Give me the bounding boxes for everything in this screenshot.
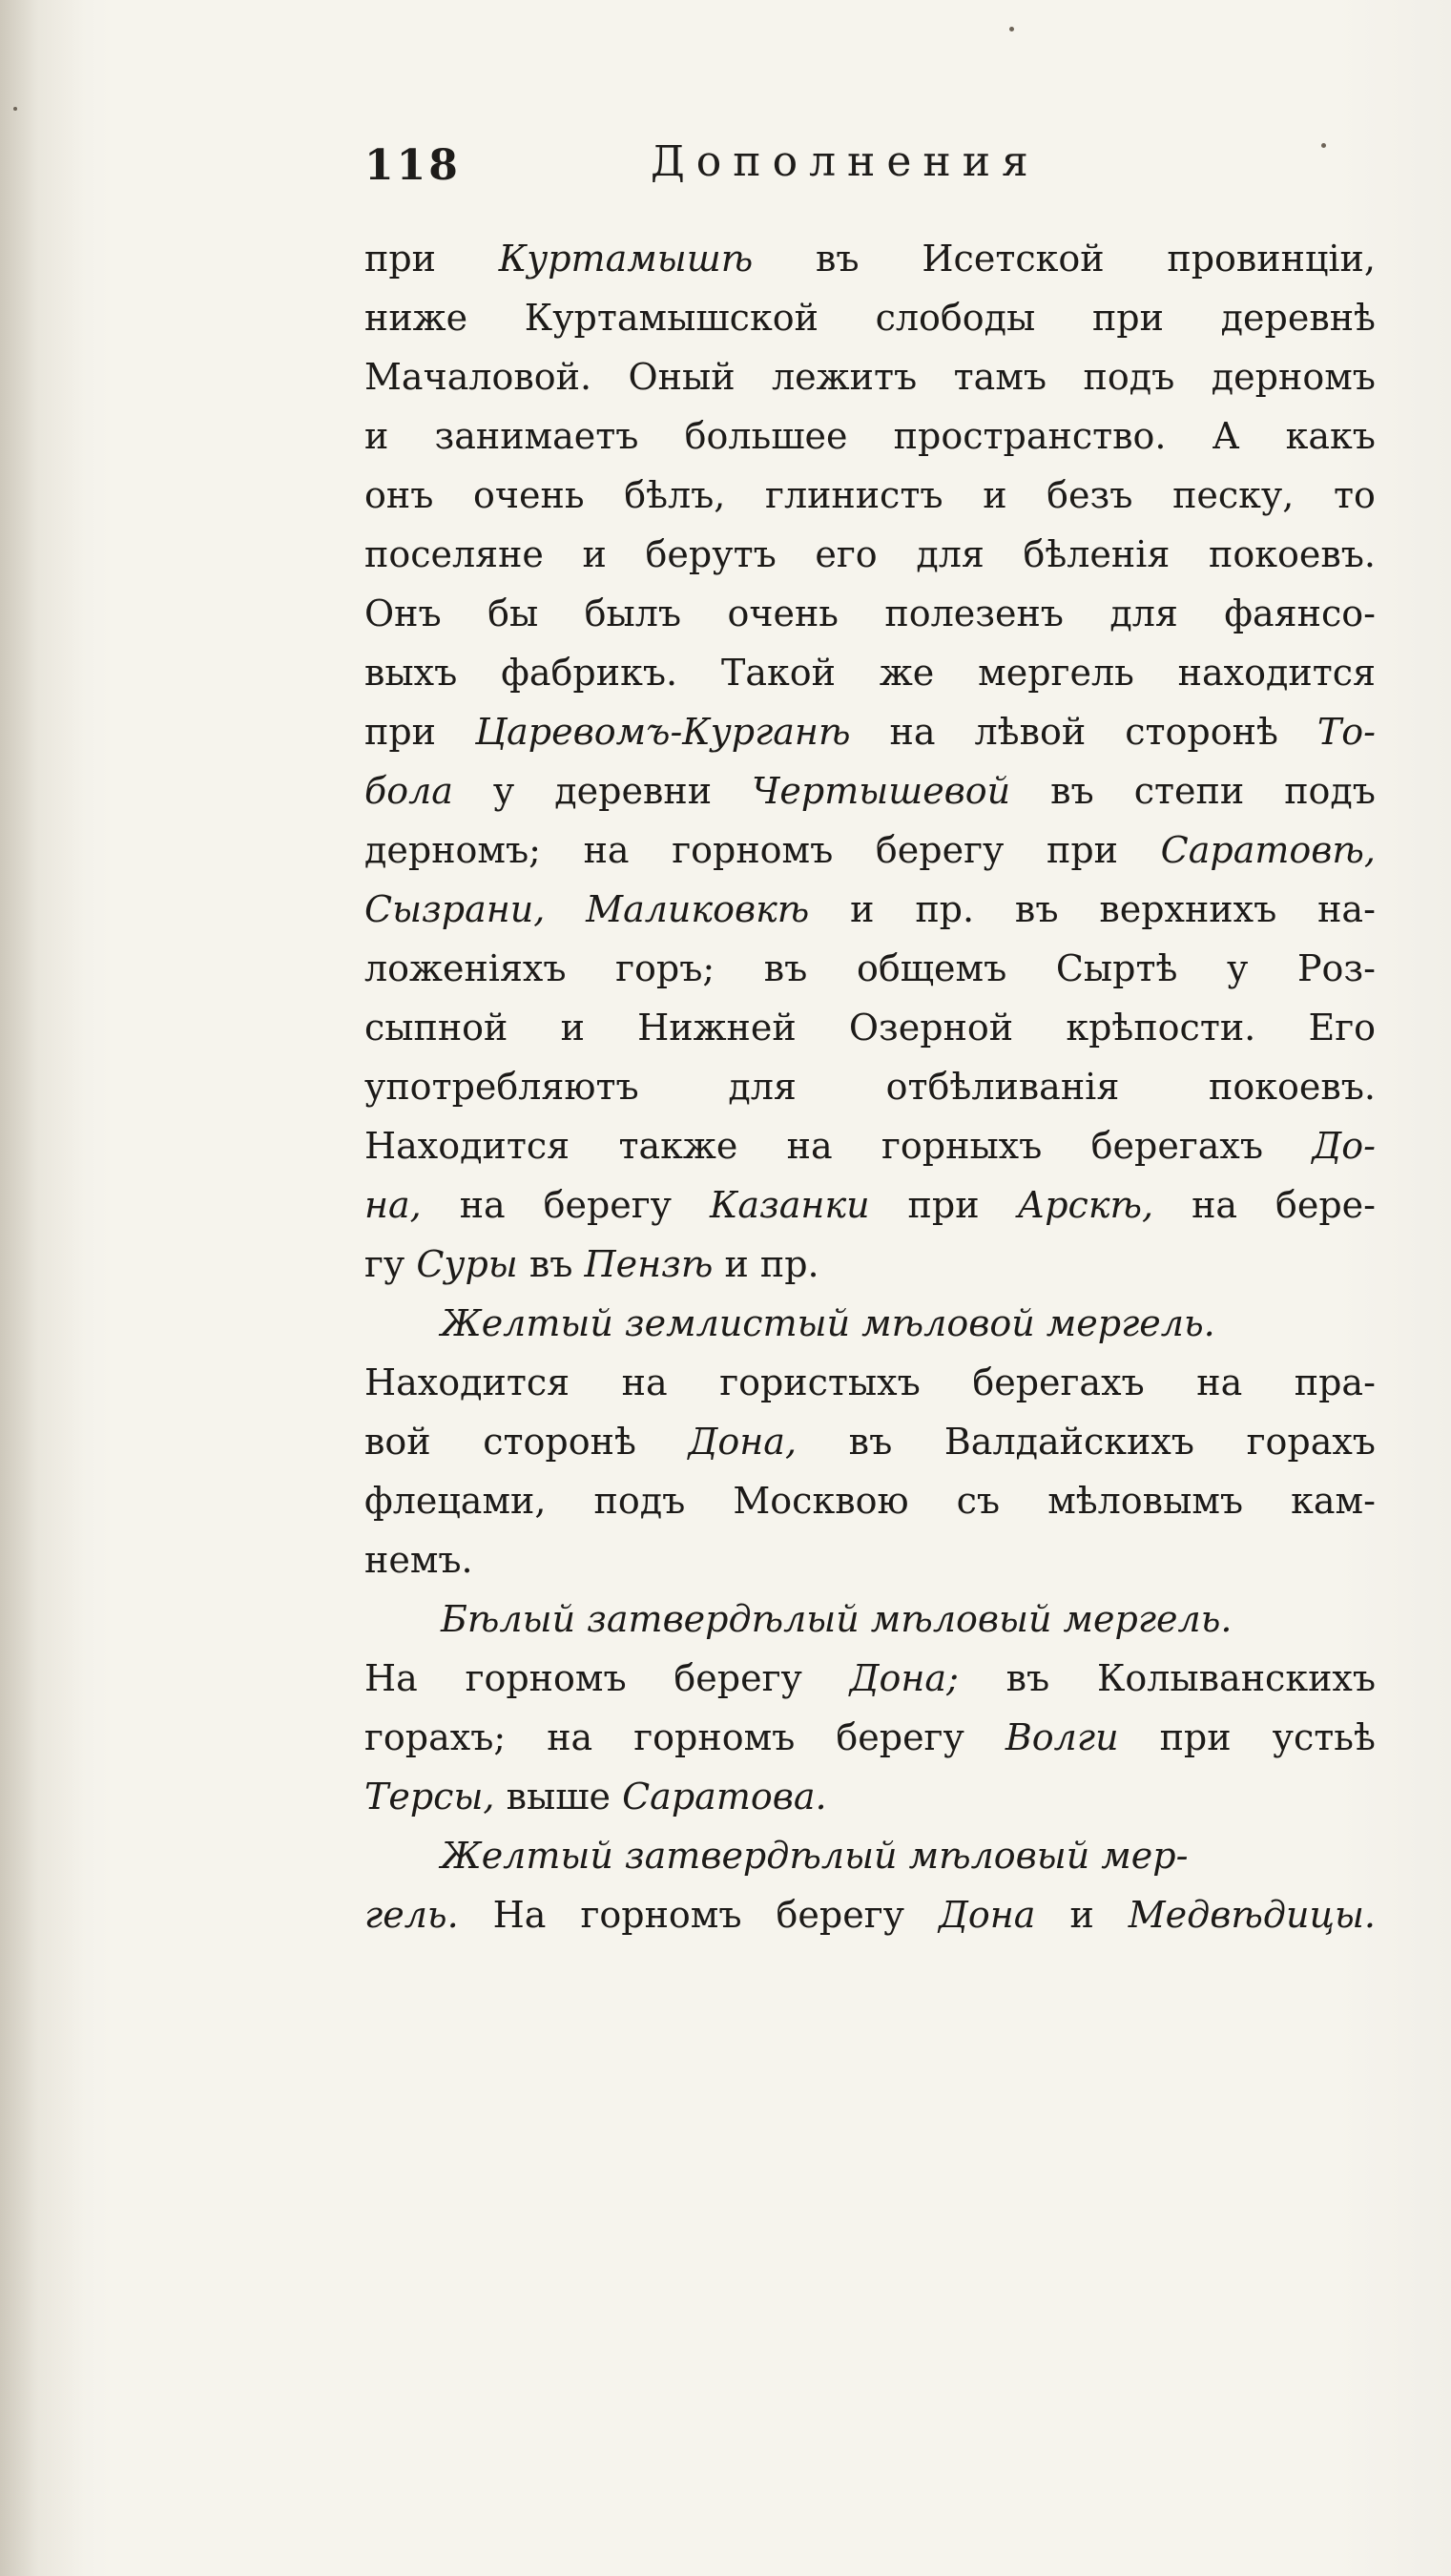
word: полезенъ — [884, 592, 1064, 634]
word: Суры — [416, 1243, 529, 1285]
text-line — [364, 1175, 1376, 1235]
word: на — [547, 1716, 593, 1758]
word: и — [1069, 1894, 1094, 1936]
word: лѣвой — [974, 711, 1087, 753]
subheading: Желтый затвердѣлый мѣловый мер- — [441, 1835, 1189, 1877]
word: при — [907, 1184, 980, 1226]
text-line — [364, 761, 1376, 821]
word: песку, — [1172, 474, 1295, 516]
word: въ — [816, 238, 860, 280]
word: горномъ — [672, 829, 834, 871]
word: деревнѣ — [1220, 297, 1376, 339]
text-line — [364, 406, 1376, 466]
word: Сызрани, — [364, 888, 546, 930]
paper-speck — [1009, 27, 1014, 31]
word: на — [786, 1125, 833, 1167]
word: сторонѣ — [483, 1421, 636, 1463]
word: А — [1212, 415, 1240, 457]
text-line — [364, 702, 1376, 761]
word: бере- — [1275, 1184, 1376, 1226]
word: дерномъ; — [364, 829, 541, 871]
word: при — [1047, 829, 1118, 871]
word: Колыванскихъ — [1096, 1657, 1376, 1699]
word: провинціи, — [1167, 238, 1376, 280]
word: деревни — [554, 770, 713, 812]
word: слободы — [875, 297, 1036, 339]
word: Пензѣ — [584, 1243, 725, 1285]
word: очень — [473, 474, 585, 516]
word: на, — [364, 1184, 422, 1226]
word: на — [621, 1361, 668, 1403]
word: Такой — [720, 652, 836, 694]
word: какъ — [1285, 415, 1376, 457]
running-head-title: Дополнения — [651, 137, 1040, 186]
word: гористыхъ — [719, 1361, 921, 1403]
word: Саратова. — [622, 1776, 827, 1818]
word: Чертышевой — [752, 770, 1011, 812]
word: бѣленія — [1023, 533, 1171, 575]
word: До- — [1312, 1125, 1376, 1167]
word: занимаетъ — [434, 415, 639, 457]
word: верхнихъ — [1099, 888, 1277, 930]
word: подъ — [1083, 356, 1175, 398]
word: вой — [364, 1421, 431, 1463]
word: Москвою — [733, 1480, 909, 1522]
word: и — [364, 415, 389, 457]
text-line — [364, 1353, 1376, 1412]
word: для — [728, 1066, 797, 1108]
word: фабрикъ. — [501, 652, 678, 694]
word: Находится — [364, 1125, 570, 1167]
word: въ — [763, 947, 808, 989]
word: лежитъ — [772, 356, 918, 398]
word: находится — [1177, 652, 1376, 694]
text-line — [364, 1412, 1376, 1471]
word: На — [492, 1894, 547, 1936]
text-line — [364, 1649, 1376, 1708]
word: берегахъ — [1090, 1125, 1263, 1167]
word: Дона, — [688, 1421, 798, 1463]
text-line: немъ. — [364, 1539, 473, 1581]
text-line — [364, 525, 1376, 584]
word: мергель — [978, 652, 1134, 694]
text-line — [364, 466, 1376, 525]
word: пра- — [1294, 1361, 1376, 1403]
word: подъ — [1284, 770, 1376, 812]
word: Находится — [364, 1361, 570, 1403]
word: Сыртѣ — [1055, 947, 1178, 989]
word: былъ — [584, 592, 682, 634]
word: также — [618, 1125, 738, 1167]
word: и — [560, 1007, 585, 1049]
word: Нижней — [637, 1007, 797, 1049]
word: общемъ — [856, 947, 1007, 989]
word: покоевъ. — [1209, 533, 1376, 575]
text-line — [364, 584, 1376, 643]
word: Дона; — [849, 1657, 959, 1699]
word: въ — [1005, 1657, 1050, 1699]
word: мѣловымъ — [1047, 1480, 1244, 1522]
text-line — [364, 1885, 1376, 1944]
text-line — [364, 1294, 1376, 1353]
word: ниже — [364, 297, 468, 339]
word: для — [1109, 592, 1178, 634]
text-line — [364, 880, 1376, 939]
word: горномъ — [580, 1894, 742, 1936]
word: горахъ; — [364, 1716, 507, 1758]
word: устьѣ — [1272, 1716, 1376, 1758]
word: на- — [1317, 888, 1376, 930]
word: съ — [956, 1480, 1001, 1522]
text-line — [364, 1235, 1376, 1294]
word: берегу — [674, 1657, 802, 1699]
word: крѣпости. — [1066, 1007, 1256, 1049]
word: въ — [529, 1243, 585, 1285]
word: кам- — [1291, 1480, 1376, 1522]
word: и — [850, 888, 875, 930]
running-head — [355, 137, 1385, 208]
subheading: Желтый землистый мѣловой мергель. — [441, 1302, 1215, 1344]
word: и — [983, 474, 1007, 516]
word: у — [1227, 947, 1249, 989]
word: горъ; — [615, 947, 715, 989]
word: выхъ — [364, 652, 458, 694]
word: для — [916, 533, 985, 575]
word: большее — [684, 415, 848, 457]
word: подъ — [593, 1480, 686, 1522]
word: На — [364, 1657, 418, 1699]
word: сыпной — [364, 1007, 508, 1049]
text-line — [364, 1057, 1376, 1116]
word: очень — [727, 592, 839, 634]
word: ложеніяхъ — [364, 947, 567, 989]
word: Мачаловой. — [364, 356, 592, 398]
word: гу — [364, 1243, 417, 1285]
word: берегу — [836, 1716, 964, 1758]
text-line — [364, 288, 1376, 347]
text-line — [364, 1116, 1376, 1175]
word: на — [459, 1184, 506, 1226]
word: глинистъ — [765, 474, 943, 516]
word: берегу — [543, 1184, 673, 1226]
word: Его — [1308, 1007, 1376, 1049]
word: и — [582, 533, 607, 575]
word: Исетской — [922, 238, 1105, 280]
word: употребляютъ — [364, 1066, 639, 1108]
word: флецами, — [364, 1480, 547, 1522]
text-line — [364, 998, 1376, 1057]
word: покоевъ. — [1209, 1066, 1376, 1108]
word: на — [1196, 1361, 1243, 1403]
paper-speck — [13, 107, 17, 111]
word: тамъ — [953, 356, 1047, 398]
text-line — [364, 821, 1376, 880]
word: сторонѣ — [1125, 711, 1278, 753]
word: въ — [1050, 770, 1094, 812]
word: берегу — [776, 1894, 904, 1936]
word: бы — [487, 592, 539, 634]
word: горномъ — [633, 1716, 796, 1758]
body-text — [364, 229, 1376, 1944]
word: берегу — [875, 829, 1005, 871]
text-line — [364, 1767, 1376, 1826]
word: поселяне — [364, 533, 544, 575]
word: его — [815, 533, 878, 575]
word: при — [1091, 297, 1164, 339]
word: и пр. — [724, 1243, 819, 1285]
word: пространство. — [893, 415, 1167, 457]
word: Арскѣ, — [1017, 1184, 1154, 1226]
word: въ — [848, 1421, 893, 1463]
word: Саратовѣ, — [1160, 829, 1376, 871]
word: фаянсо- — [1224, 592, 1376, 634]
word: Казанки — [709, 1184, 870, 1226]
word: То- — [1316, 711, 1376, 753]
word: пр. — [915, 888, 975, 930]
word: степи — [1133, 770, 1245, 812]
word: Роз- — [1296, 947, 1376, 989]
word: Медвѣдицы. — [1128, 1894, 1376, 1936]
word: Оный — [628, 356, 736, 398]
word: на — [1192, 1184, 1238, 1226]
word: то — [1334, 474, 1376, 516]
word: у — [492, 770, 515, 812]
word: при — [364, 238, 436, 280]
word: Куртамышѣ — [498, 238, 754, 280]
word: отбѣливанія — [885, 1066, 1120, 1108]
word: Онъ — [364, 592, 442, 634]
word: Волги — [1005, 1716, 1119, 1758]
text-line — [364, 1826, 1376, 1885]
word: Маликовкѣ — [586, 888, 810, 930]
page-number: 118 — [364, 141, 461, 190]
word: берутъ — [645, 533, 777, 575]
word: Озерной — [848, 1007, 1014, 1049]
word: Дона — [938, 1894, 1036, 1936]
word: при — [364, 711, 436, 753]
word: бола — [364, 770, 453, 812]
text-line — [364, 229, 1376, 288]
word: гель. — [364, 1894, 459, 1936]
word: на — [889, 711, 936, 753]
word: выше — [506, 1776, 623, 1818]
subheading: Бѣлый затвердѣлый мѣловый мергель. — [441, 1598, 1233, 1640]
word: берегахъ — [972, 1361, 1145, 1403]
word: же — [879, 652, 935, 694]
word: дерномъ — [1211, 356, 1376, 398]
binding-shadow — [0, 0, 86, 2576]
text-line — [364, 1471, 1376, 1530]
text-line — [364, 643, 1376, 702]
word: Царевомъ-Курганѣ — [475, 711, 851, 753]
word: бѣлъ, — [624, 474, 726, 516]
word: Терсы, — [364, 1776, 507, 1818]
text-line — [364, 347, 1376, 406]
text-line — [364, 1589, 1376, 1649]
word: горахъ — [1246, 1421, 1376, 1463]
word: при — [1159, 1716, 1232, 1758]
word: безъ — [1047, 474, 1133, 516]
text-line — [364, 1708, 1376, 1767]
word: Валдайскихъ — [943, 1421, 1194, 1463]
word: онъ — [364, 474, 434, 516]
text-line — [364, 939, 1376, 998]
word: Куртамышской — [524, 297, 819, 339]
word: горномъ — [465, 1657, 627, 1699]
word: на — [583, 829, 630, 871]
word: въ — [1014, 888, 1059, 930]
word: горныхъ — [881, 1125, 1043, 1167]
